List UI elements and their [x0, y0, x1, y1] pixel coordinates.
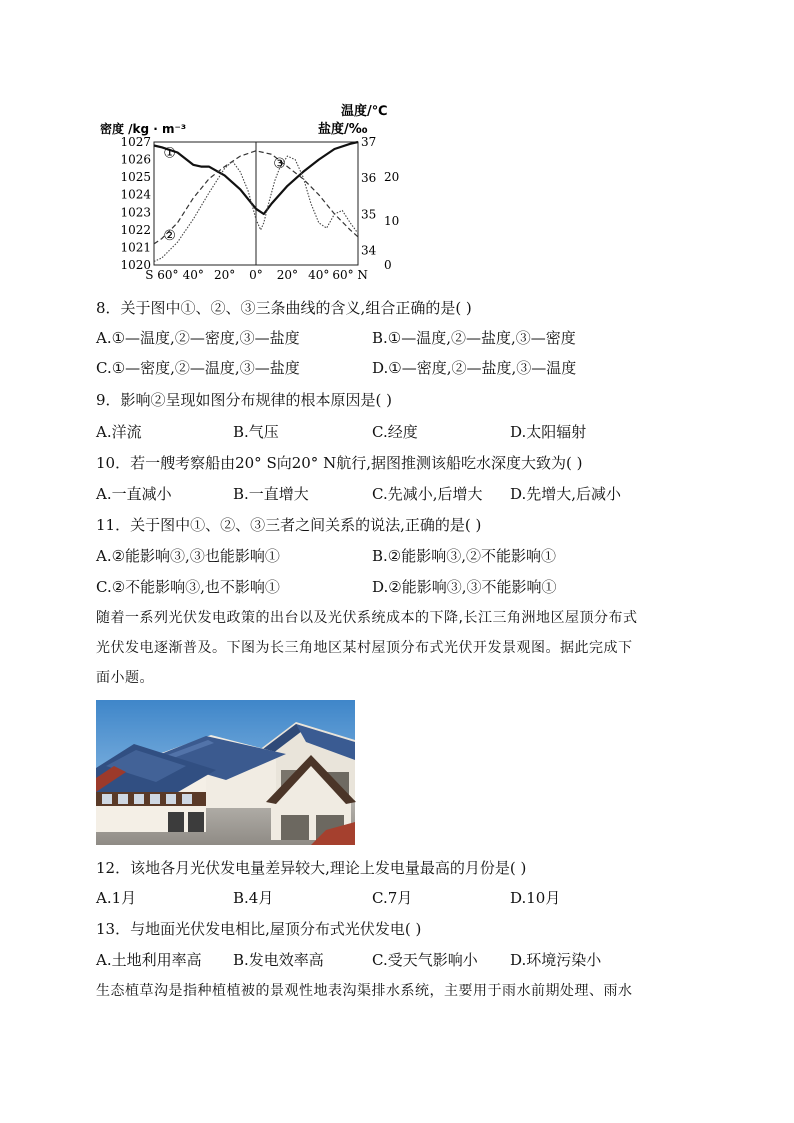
salinity-tick-labels [361, 135, 377, 258]
question-10: 10．若一艘考察船由20° S向20° N航行,据图推测该船吃水深度大致为( ) [96, 454, 583, 472]
left-tick-label: 1025 [120, 170, 151, 185]
right-axis-title-salinity: 盐度/‰ [318, 122, 368, 137]
left-tick-label: 1020 [120, 258, 151, 272]
q12-option-d[interactable]: D.10月 [510, 889, 561, 907]
x-tick-label: 20° [213, 268, 236, 282]
q8-option-a[interactable]: A.①—温度,②—密度,③—盐度 [96, 329, 300, 347]
x-tick-label: 60° N [332, 268, 368, 282]
right-axis-title-temperature: 温度/℃ [341, 104, 388, 119]
series-labels [163, 146, 285, 245]
q13-option-a[interactable]: A.土地利用率高 [96, 951, 202, 969]
q10-option-a[interactable]: A.一直减小 [96, 485, 172, 503]
salinity-tick-label: 35 [361, 207, 377, 222]
temperature-tick-labels [384, 170, 399, 272]
plot-area [154, 142, 358, 265]
rooftop-solar-photo [96, 700, 355, 845]
series-2-label: ② [163, 228, 176, 245]
left-axis-title: 密度 /kg · m⁻³ [100, 122, 187, 136]
q11-option-b[interactable]: B.②能影响③,②不能影响① [372, 547, 557, 565]
salinity-tick-label: 34 [361, 243, 377, 258]
q13-option-d[interactable]: D.环境污染小 [510, 951, 602, 969]
q8-option-b[interactable]: B.①—温度,②—盐度,③—密度 [372, 329, 576, 347]
q13-option-c[interactable]: C.受天气影响小 [372, 951, 478, 969]
question-11: 11．关于图中①、②、③三者之间关系的说法,正确的是( ) [96, 516, 482, 534]
q9-option-b[interactable]: B.气压 [233, 423, 279, 441]
q9-option-c[interactable]: C.经度 [372, 423, 418, 441]
question-8: 8．关于图中①、②、③三条曲线的含义,组合正确的是( ) [96, 299, 472, 317]
left-tick-label: 1024 [120, 187, 151, 202]
left-tick-labels [120, 135, 151, 272]
x-tick-labels [145, 268, 368, 282]
passage2-line-1: 生态植草沟是指种植植被的景观性地表沟渠排水系统，主要用于雨水前期处理、雨水 [96, 983, 633, 999]
q10-option-b[interactable]: B.一直增大 [233, 485, 309, 503]
q10-option-d[interactable]: D.先增大,后减小 [510, 485, 622, 503]
temperature-tick-label: 10 [384, 214, 400, 229]
x-tick-label: 0° [249, 268, 263, 282]
q12-option-b[interactable]: B.4月 [233, 889, 274, 907]
temperature-tick-label: 0 [384, 258, 392, 272]
temperature-tick-label: 20 [384, 170, 400, 185]
left-tick-label: 1027 [120, 135, 151, 149]
q9-option-d[interactable]: D.太阳辐射 [510, 423, 587, 441]
series-1-label: ① [163, 145, 176, 162]
series-3-label: ③ [273, 156, 286, 173]
left-tick-label: 1026 [120, 152, 151, 167]
x-tick-label: S 60° [145, 268, 179, 282]
passage-line-2: 光伏发电逐渐普及。下图为长三角地区某村屋顶分布式光伏开发景观图。据此完成下 [96, 640, 633, 656]
q10-option-c[interactable]: C.先减小,后增大 [372, 485, 483, 503]
question-9: 9．影响②呈现如图分布规律的根本原因是( ) [96, 391, 393, 409]
q8-option-c[interactable]: C.①—密度,②—温度,③—盐度 [96, 359, 300, 377]
left-tick-label: 1021 [120, 240, 151, 255]
q12-option-c[interactable]: C.7月 [372, 889, 413, 907]
passage-line-3: 面小题。 [96, 670, 154, 686]
left-tick-label: 1023 [120, 205, 151, 220]
q11-option-c[interactable]: C.②不能影响③,也不影响① [96, 578, 280, 596]
passage-line-1: 随着一系列光伏发电政策的出台以及光伏系统成本的下降,长江三角洲地区屋顶分布式 [96, 610, 638, 626]
salinity-tick-label: 36 [361, 171, 377, 186]
ocean-properties-chart [96, 98, 400, 283]
q12-option-a[interactable]: A.1月 [96, 889, 137, 907]
salinity-tick-label: 37 [361, 135, 377, 149]
q9-option-a[interactable]: A.洋流 [96, 423, 142, 441]
q11-option-a[interactable]: A.②能影响③,③也能影响① [96, 547, 280, 565]
q11-option-d[interactable]: D.②能影响③,③不能影响① [372, 578, 557, 596]
x-tick-label: 40° [182, 268, 204, 282]
question-13: 13．与地面光伏发电相比,屋顶分布式光伏发电( ) [96, 920, 422, 938]
left-tick-label: 1022 [120, 222, 151, 237]
q8-option-d[interactable]: D.①—密度,②—盐度,③—温度 [372, 359, 577, 377]
question-12: 12．该地各月光伏发电量差异较大,理论上发电量最高的月份是( ) [96, 859, 527, 877]
x-tick-label: 20° [276, 268, 299, 282]
q13-option-b[interactable]: B.发电效率高 [233, 951, 324, 969]
x-tick-label: 40° [308, 268, 330, 282]
